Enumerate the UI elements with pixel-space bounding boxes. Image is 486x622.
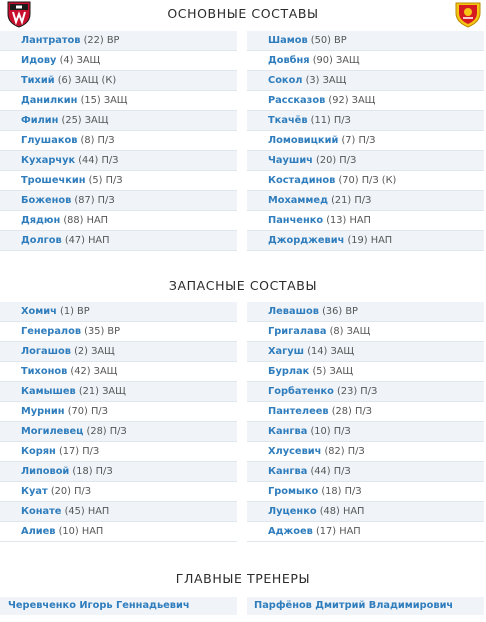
- player-position: ЗАЩ: [84, 115, 109, 126]
- player-number: (47): [64, 235, 85, 246]
- player-row: [247, 302, 484, 322]
- player-row: [247, 322, 484, 342]
- player-name-link[interactable]: Хагуш: [268, 346, 305, 357]
- player-name-link[interactable]: Алиев: [21, 526, 56, 537]
- player-position: П/З: [354, 195, 372, 206]
- player-number: (19): [347, 235, 368, 246]
- player-name-link[interactable]: Рассказов: [268, 95, 326, 106]
- player-position: ВР: [106, 35, 120, 46]
- player-name-link[interactable]: Филин: [21, 115, 59, 126]
- player-name-link[interactable]: Довбня: [268, 55, 310, 66]
- player-position: ЗАЩ: [91, 346, 115, 357]
- player-position: НАП: [86, 215, 109, 226]
- coaches-section-title: ГЛАВНЫЕ ТРЕНЕРЫ: [175, 571, 311, 586]
- player-position: ЗАЩ: [102, 386, 126, 397]
- player-number: (11): [310, 115, 331, 126]
- player-row: [0, 171, 237, 191]
- player-position: ВР: [334, 35, 347, 46]
- player-name-link[interactable]: Левашов: [268, 306, 319, 317]
- lineups-section-title: ОСНОВНЫЕ СОСТАВЫ: [167, 6, 319, 21]
- player-row: [247, 402, 484, 422]
- player-number: (8): [80, 135, 95, 146]
- player-row: [0, 211, 237, 231]
- player-number: (21): [331, 195, 352, 206]
- player-name-link[interactable]: Данилкин: [21, 95, 78, 106]
- home-subs-list: [0, 302, 237, 542]
- player-row: [0, 382, 237, 402]
- player-number: (88): [63, 215, 84, 226]
- player-name-link[interactable]: Кухарчук: [21, 155, 76, 166]
- player-number: (87): [74, 195, 95, 206]
- player-number: (17): [58, 446, 80, 457]
- player-position: ВР: [345, 306, 358, 317]
- player-position: П/З: [105, 175, 123, 186]
- away-starters-list: [247, 31, 484, 251]
- player-number: (1): [60, 306, 74, 317]
- player-name-link[interactable]: Бурлак: [268, 366, 310, 377]
- player-number: (48): [319, 506, 340, 517]
- player-position: НАП: [339, 526, 361, 537]
- player-position: П/З: [333, 115, 351, 126]
- player-position: ЗАЩ: [76, 55, 101, 66]
- player-number: (7): [341, 135, 356, 146]
- player-position: П/З: [333, 426, 351, 437]
- player-row: [0, 51, 237, 71]
- player-position: ЗАЩ (К): [74, 75, 117, 86]
- player-name-link[interactable]: Панченко: [268, 215, 324, 226]
- player-row: [247, 482, 484, 502]
- player-row: [247, 131, 484, 151]
- player-name-link[interactable]: Мохаммед: [268, 195, 328, 206]
- player-position: П/З: [95, 466, 113, 477]
- player-position: НАП: [87, 506, 110, 517]
- player-name-link[interactable]: Шамов: [268, 35, 308, 46]
- player-number: (50): [310, 35, 331, 46]
- player-position: П/З: [344, 486, 362, 497]
- player-name-link[interactable]: Григалава: [268, 326, 327, 337]
- player-position: П/З: [360, 386, 378, 397]
- player-row: [0, 231, 237, 251]
- player-row: [247, 51, 484, 71]
- player-name-link[interactable]: Мурнин: [21, 406, 65, 417]
- player-name-link[interactable]: Кангва: [268, 426, 308, 437]
- player-name-link[interactable]: Громыко: [268, 486, 319, 497]
- player-row: [0, 502, 237, 522]
- home-starters-list: [0, 31, 237, 251]
- player-row: [0, 131, 237, 151]
- player-position: П/З: [74, 486, 92, 497]
- subs-section-title: ЗАПАСНЫЕ СОСТАВЫ: [168, 278, 318, 293]
- player-position: П/З: [97, 195, 115, 206]
- player-number: (13): [326, 215, 347, 226]
- player-position: ЗАЩ: [351, 95, 376, 106]
- player-name-link[interactable]: Боженов: [21, 195, 72, 206]
- player-position: ЗАЩ: [322, 75, 347, 86]
- away-head-coach-link[interactable]: Парфёнов Дмитрий Владимирович: [247, 597, 484, 615]
- player-position: НАП: [88, 235, 110, 246]
- player-position: ЗАЩ: [329, 366, 354, 377]
- player-name-link[interactable]: Логашов: [21, 346, 71, 357]
- player-name-link[interactable]: Лантратов: [21, 35, 81, 46]
- player-row: [0, 402, 237, 422]
- player-row: [247, 171, 484, 191]
- player-position: НАП: [349, 215, 371, 226]
- player-position: П/З: [101, 155, 119, 166]
- player-number: (44): [78, 155, 99, 166]
- player-row: [247, 151, 484, 171]
- player-row: [0, 342, 237, 362]
- player-number: (21): [78, 386, 99, 397]
- player-number: (44): [310, 466, 331, 477]
- player-row: [247, 522, 484, 542]
- player-number: (22): [83, 35, 104, 46]
- player-row: [247, 382, 484, 402]
- player-row: [0, 322, 237, 342]
- player-position: ЗАЩ: [103, 95, 128, 106]
- player-number: (2): [74, 346, 88, 357]
- player-position: П/З (К): [361, 175, 397, 186]
- player-number: (23): [337, 386, 358, 397]
- player-name-link[interactable]: Корян: [21, 446, 56, 457]
- player-number: (4): [59, 55, 74, 66]
- player-name-link[interactable]: Чаушич: [268, 155, 313, 166]
- player-number: (82): [324, 446, 345, 457]
- player-number: (17): [315, 526, 337, 537]
- away-subs-list: [247, 302, 484, 542]
- player-name-link[interactable]: Генералов: [21, 326, 82, 337]
- player-position: ЗАЩ: [330, 346, 355, 357]
- player-row: [0, 482, 237, 502]
- player-row: [247, 231, 484, 251]
- player-number: (35): [84, 326, 105, 337]
- player-row: [247, 71, 484, 91]
- player-name-link[interactable]: Тихонов: [21, 366, 68, 377]
- player-position: П/З: [97, 135, 115, 146]
- player-number: (10): [58, 526, 79, 537]
- player-row: [0, 302, 237, 322]
- player-name-link[interactable]: Пантелеев: [268, 406, 329, 417]
- player-name-link[interactable]: Дядюн: [21, 215, 61, 226]
- player-number: (8): [329, 326, 344, 337]
- player-name-link[interactable]: Ткачёв: [268, 115, 308, 126]
- player-row: [0, 151, 237, 171]
- player-number: (42): [70, 366, 91, 377]
- player-position: П/З: [82, 446, 100, 457]
- player-row: [247, 362, 484, 382]
- player-position: ЗАЩ: [335, 55, 360, 66]
- player-position: НАП: [370, 235, 393, 246]
- player-row: [0, 71, 237, 91]
- player-name-link[interactable]: Липовой: [21, 466, 70, 477]
- player-row: [0, 362, 237, 382]
- player-position: П/З: [90, 406, 108, 417]
- player-row: [247, 462, 484, 482]
- player-number: (36): [322, 306, 343, 317]
- player-name-link[interactable]: Сокол: [268, 75, 303, 86]
- player-name-link[interactable]: Луценко: [268, 506, 317, 517]
- player-row: [0, 91, 237, 111]
- player-name-link[interactable]: Куат: [21, 486, 48, 497]
- player-row: [247, 91, 484, 111]
- player-position: П/З: [358, 135, 376, 146]
- player-position: ЗАЩ: [346, 326, 371, 337]
- player-position: ВР: [77, 306, 90, 317]
- player-name-link[interactable]: Трошечкин: [21, 175, 86, 186]
- player-row: [0, 462, 237, 482]
- player-number: (28): [86, 426, 107, 437]
- player-position: П/З: [347, 446, 365, 457]
- player-name-link[interactable]: Хомич: [21, 306, 57, 317]
- player-number: (14): [307, 346, 328, 357]
- player-row: [247, 442, 484, 462]
- player-number: (18): [72, 466, 93, 477]
- player-number: (5): [312, 366, 327, 377]
- player-number: (70): [338, 175, 359, 186]
- player-name-link[interactable]: Ломовицкий: [268, 135, 339, 146]
- player-row: [247, 191, 484, 211]
- player-row: [247, 211, 484, 231]
- player-row: [247, 31, 484, 51]
- player-row: [0, 522, 237, 542]
- player-position: П/З: [109, 426, 127, 437]
- player-row: [247, 502, 484, 522]
- player-row: [247, 342, 484, 362]
- player-row: [0, 111, 237, 131]
- player-number: (3): [305, 75, 320, 86]
- player-name-link[interactable]: Кангва: [268, 466, 308, 477]
- player-position: НАП: [342, 506, 365, 517]
- player-number: (70): [67, 406, 88, 417]
- player-number: (20): [316, 155, 337, 166]
- player-position: НАП: [81, 526, 104, 537]
- player-position: П/З: [339, 155, 357, 166]
- player-name-link[interactable]: Костадинов: [268, 175, 336, 186]
- player-name-link[interactable]: Джорджевич: [268, 235, 345, 246]
- player-position: ЗАЩ: [93, 366, 118, 377]
- player-number: (18): [321, 486, 342, 497]
- player-name-link[interactable]: Тихий: [21, 75, 55, 86]
- player-name-link[interactable]: Горбатенко: [268, 386, 334, 397]
- player-number: (90): [312, 55, 333, 66]
- player-row: [247, 111, 484, 131]
- player-number: (25): [61, 115, 82, 126]
- player-name-link[interactable]: Идову: [21, 55, 57, 66]
- player-number: (6): [57, 75, 72, 86]
- player-number: (15): [80, 95, 101, 106]
- player-position: ВР: [107, 326, 121, 337]
- player-position: П/З: [354, 406, 372, 417]
- player-name-link[interactable]: Конате: [21, 506, 62, 517]
- player-name-link[interactable]: Могилевец: [21, 426, 84, 437]
- player-number: (10): [310, 426, 331, 437]
- player-position: П/З: [333, 466, 351, 477]
- player-row: [0, 31, 237, 51]
- player-number: (92): [328, 95, 349, 106]
- player-name-link[interactable]: Долгов: [21, 235, 62, 246]
- player-name-link[interactable]: Хлусевич: [268, 446, 322, 457]
- player-number: (28): [331, 406, 352, 417]
- player-row: [247, 422, 484, 442]
- player-row: [0, 191, 237, 211]
- player-name-link[interactable]: Глушаков: [21, 135, 78, 146]
- player-row: [0, 442, 237, 462]
- player-number: (5): [88, 175, 103, 186]
- home-head-coach-link[interactable]: Черевченко Игорь Геннадьевич: [0, 597, 237, 615]
- player-name-link[interactable]: Камышев: [21, 386, 76, 397]
- player-row: [0, 422, 237, 442]
- player-number: (45): [64, 506, 85, 517]
- player-name-link[interactable]: Аджоев: [268, 526, 313, 537]
- player-number: (20): [50, 486, 71, 497]
